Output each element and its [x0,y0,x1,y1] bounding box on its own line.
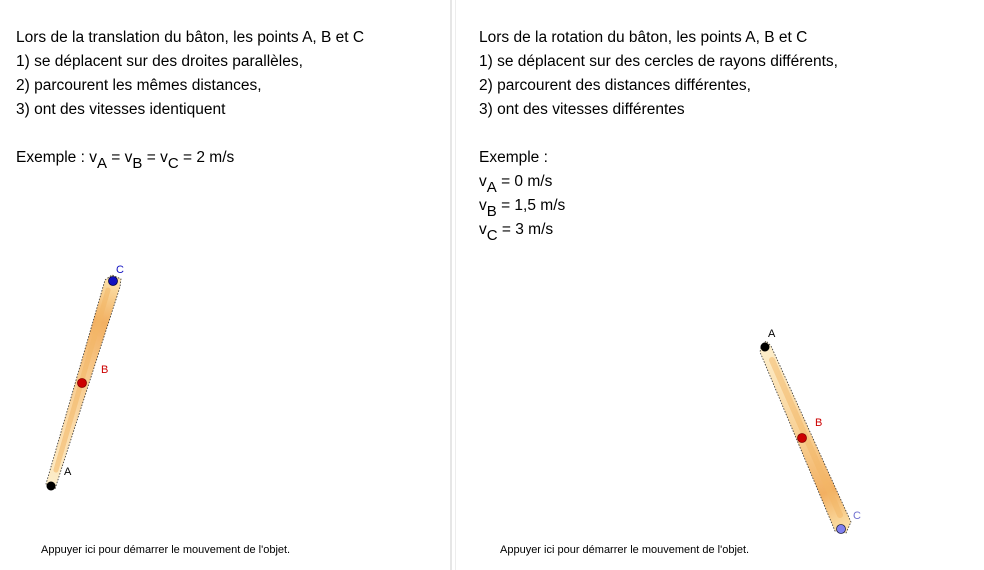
rotation-line-4: 3) ont des vitesses différentes [479,101,685,118]
translation-point-c[interactable] [109,277,118,286]
translation-label-b: B [101,364,109,376]
translation-line-3: 2) parcourent les mêmes distances, [16,77,262,94]
translation-point-a[interactable] [47,482,56,491]
rotation-label-a: A [768,328,776,340]
translation-line-2: 1) se déplacent sur des droites parallèles, [16,53,303,70]
speed-b: $v_B = 1,5$ m/s [479,197,566,220]
speed-c: $v_C = 3$ m/s [479,221,554,244]
translation-example: Exemple : $v_A = v_B = v_C = 2$ m/s [16,149,235,172]
rotation-line-2: 1) se déplacent sur des cercles de rayons différents, [479,53,838,70]
translation-line-1: Lors de la translation du bâton, les points A, B et C [16,29,365,46]
rotation-line-1: Lors de la rotation du bâton, les points A, B et C [479,29,808,46]
translation-label-a: A [64,466,72,478]
translation-label-c: C [116,264,124,276]
translation-point-b[interactable] [78,379,87,388]
rotation-point-c[interactable] [837,525,846,534]
rotation-line-3: 2) parcourent des distances différentes, [479,77,751,94]
rotation-point-b[interactable] [798,434,807,443]
rotation-label-c: C [853,510,861,522]
rotation-example-title: Exemple : [479,149,548,166]
translation-start-button[interactable]: Appuyer ici pour démarrer le mouvement de l'objet. [41,544,291,556]
speed-a: $v_A = 0$ m/s [479,173,553,196]
translation-line-4: 3) ont des vitesses identiquent [16,101,226,118]
rotation-point-a[interactable] [761,343,770,352]
rotation-start-button[interactable]: Appuyer ici pour démarrer le mouvement de l'objet. [500,544,750,556]
rotation-label-b: B [815,417,823,429]
